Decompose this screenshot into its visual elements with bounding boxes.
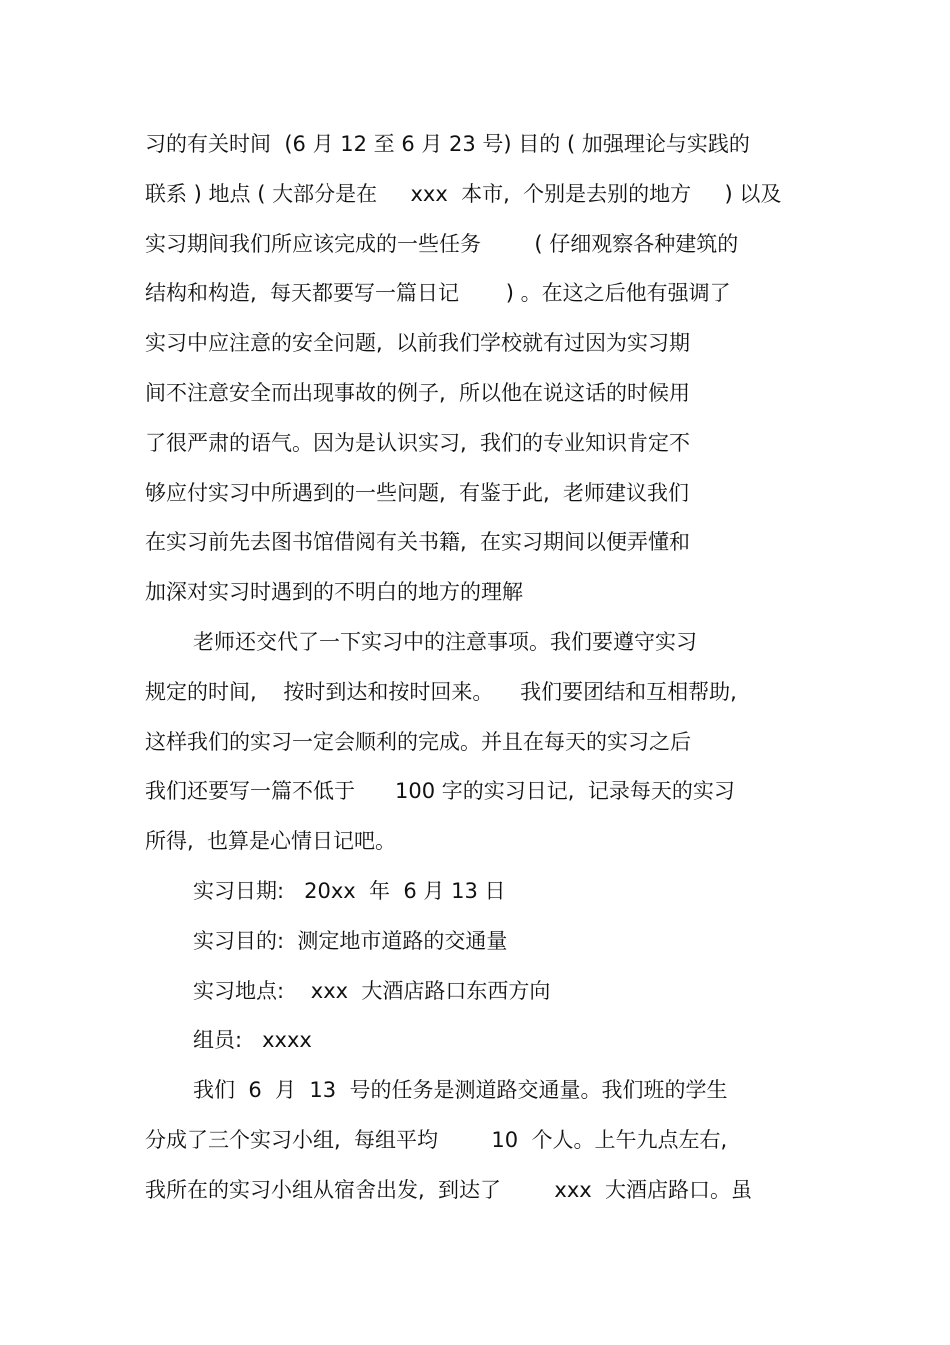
- practice-date-line: 实习日期: 20xx 年 6 月 13 日: [193, 878, 506, 903]
- text-line: 够应付实习中所遇到的一些问题, 有鉴于此, 老师建议我们: [145, 480, 690, 505]
- text-line: 习的有关时间 (6 月 12 至 6 月 23 号) 目的 ( 加强理论与实践的: [145, 132, 750, 156]
- text-line: 规定的时间, 按时到达和按时回来。 我们要团结和互相帮助,: [145, 679, 737, 704]
- text-line: 我所在的实习小组从宿舍出发, 到达了 xxx 大酒店路口。虽: [145, 1177, 753, 1202]
- text-line: 结构和构造, 每天都要写一篇日记 ) 。在这之后他有强调了: [145, 281, 731, 306]
- paragraph-start-line: 我们 6 月 13 号的任务是测道路交通量。我们班的学生: [193, 1078, 728, 1103]
- text-line: 这样我们的实习一定会顺利的完成。并且在每天的实习之后: [145, 729, 691, 754]
- text-line: 我们还要写一篇不低于 100 字的实习日记, 记录每天的实习: [145, 779, 735, 804]
- practice-location-line: 实习地点: xxx 大酒店路口东西方向: [193, 978, 551, 1003]
- practice-purpose-line: 实习目的: 测定地市道路的交通量: [193, 928, 508, 953]
- paragraph-start-line: 老师还交代了一下实习中的注意事项。我们要遵守实习: [193, 629, 697, 654]
- document-body: [145, 120, 825, 1216]
- text-line: 实习中应注意的安全问题, 以前我们学校就有过因为实习期: [145, 331, 691, 356]
- text-line: 间不注意安全而出现事故的例子, 所以他在说这话的时候用: [145, 380, 691, 405]
- text-line: 分成了三个实习小组, 每组平均 10 个人。上午九点左右,: [145, 1127, 728, 1152]
- text-line: 加深对实习时遇到的不明白的地方的理解: [145, 580, 523, 605]
- text-line: 在实习前先去图书馆借阅有关书籍, 在实习期间以便弄懂和: [145, 530, 691, 555]
- team-members-line: 组员: xxxx: [193, 1028, 312, 1053]
- text-line: 所得, 也算是心情日记吧。: [145, 829, 397, 854]
- text-line: 联系 ) 地点 ( 大部分是在 xxx 本市, 个别是去别的地方 ) 以及: [145, 181, 782, 206]
- text-line: 实习期间我们所应该完成的一些任务 ( 仔细观察各种建筑的: [145, 231, 739, 256]
- text-line: 了很严肃的语气。因为是认识实习, 我们的专业知识肯定不: [145, 430, 691, 455]
